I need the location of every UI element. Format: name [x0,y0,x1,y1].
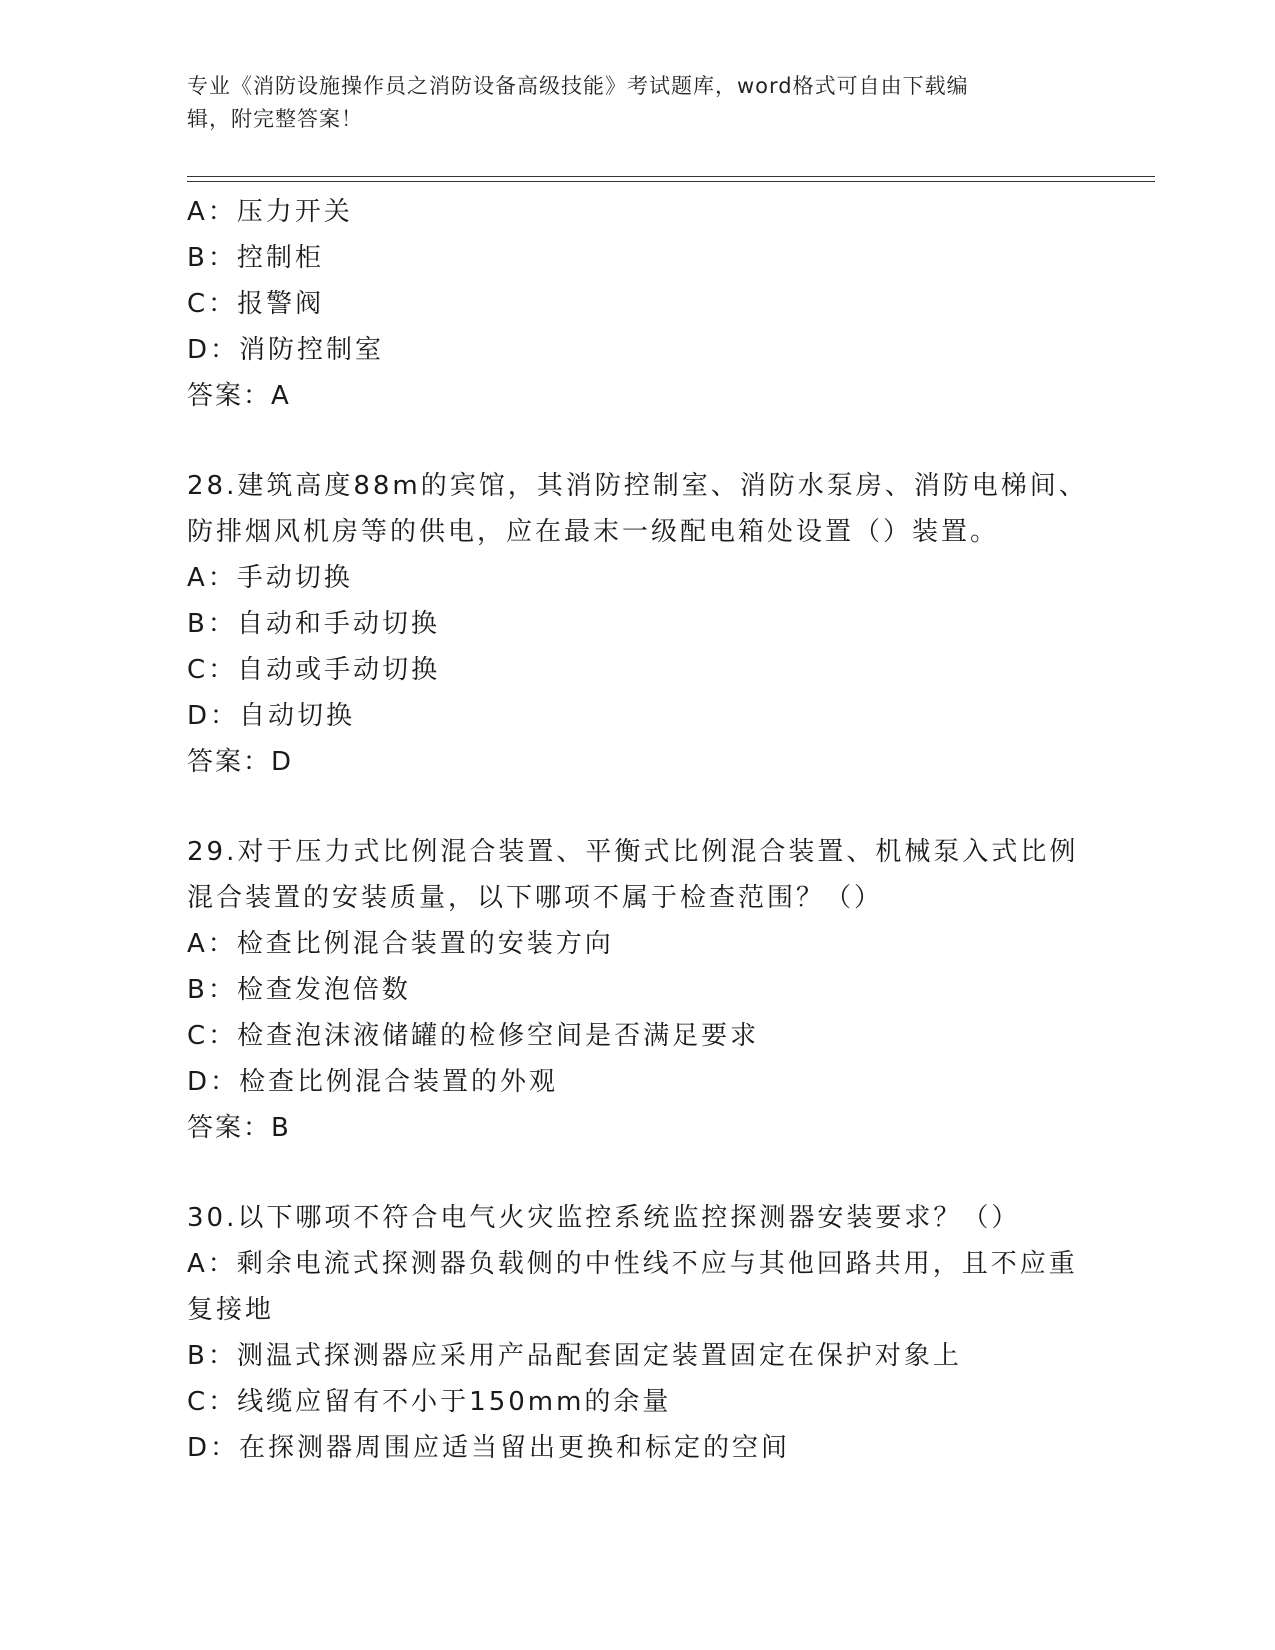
option-c: C：检查泡沫液储罐的检修空间是否满足要求 [187,1021,760,1051]
question-body [187,189,1087,1471]
question-27-continued [187,189,1087,419]
option-d: D：在探测器周围应适当留出更换和标定的空间 [187,1433,791,1463]
option-c: C：报警阀 [187,289,325,319]
option-b: B：控制柜 [187,243,324,273]
option-b: B：自动和手动切换 [187,609,440,639]
question-28 [187,463,1087,785]
option-a: A：检查比例混合装置的安装方向 [187,929,614,959]
question-stem-line: 29.对于压力式比例混合装置、平衡式比例混合装置、机械泵入式比例 [187,837,1079,867]
question-stem-line: 28.建筑高度88m的宾馆，其消防控制室、消防水泵房、消防电梯间、 [187,471,1088,501]
answer: 答案：B [187,1113,291,1143]
option-a: A：剩余电流式探测器负载侧的中性线不应与其他回路共用，且不应重 [187,1249,1078,1279]
spacer [187,419,1087,463]
option-c: C：线缆应留有不小于150mm的余量 [187,1387,672,1417]
header-rule-thin [187,181,1155,182]
option-a-continued: 复接地 [187,1295,275,1325]
document-header [187,70,1087,136]
spacer [187,785,1087,829]
spacer [187,1151,1087,1195]
header-rule-thick [187,176,1155,177]
question-stem-line: 30.以下哪项不符合电气火灾监控系统监控探测器安装要求？（） [187,1203,1021,1233]
option-d: D：自动切换 [187,701,356,731]
question-stem-line: 混合装置的安装质量，以下哪项不属于检查范围？（） [187,883,884,913]
question-29 [187,829,1087,1151]
option-b: B：检查发泡倍数 [187,975,411,1005]
header-line-1: 专业《消防设施操作员之消防设备高级技能》考试题库，word格式可自由下载编 [187,74,969,98]
option-d: D：检查比例混合装置的外观 [187,1067,559,1097]
option-d: D：消防控制室 [187,335,385,365]
question-30 [187,1195,1087,1471]
answer: 答案：D [187,747,294,777]
option-a: A：压力开关 [187,197,353,227]
answer: 答案：A [187,381,291,411]
option-b: B：测温式探测器应采用产品配套固定装置固定在保护对象上 [187,1341,962,1371]
option-c: C：自动或手动切换 [187,655,441,685]
header-line-2: 辑，附完整答案！ [187,107,363,131]
question-stem-line: 防排烟风机房等的供电，应在最末一级配电箱处设置（）装置。 [187,517,1000,547]
option-a: A：手动切换 [187,563,353,593]
